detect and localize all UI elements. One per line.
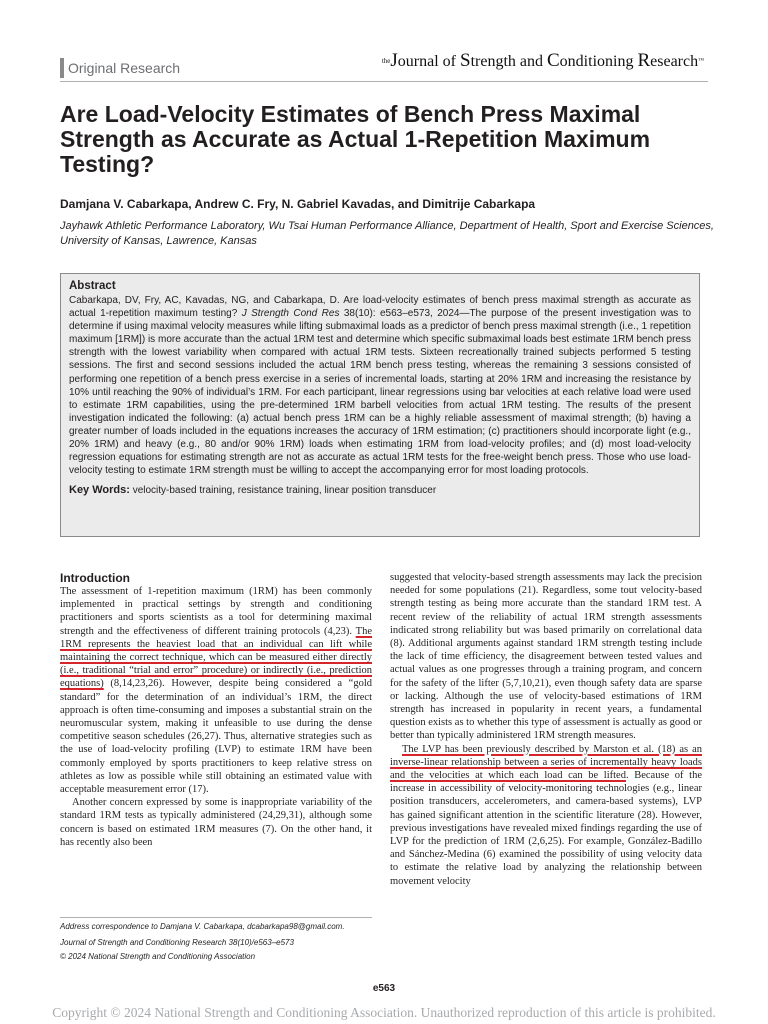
journal-logo-onditioning: onditioning xyxy=(559,53,638,70)
intro-p4-end: . Because of the increase in accessibility of velocity-monitoring technologies (e.g., linear position transducers, accelerometers, and camera-based systems), LVP has gained significant attention in the scientific literature (28). However, previous investigations have revealed mixed findings regarding the use of LVP for the prediction of 1RM (2,6,25). For example, González-Badillo and Sánchez-Medina (6) examined the possibility of using velocity data to estimate the relative load by analyzing the relationship between movement velocity xyxy=(390,770,702,887)
intro-p1-start: The assessment of 1-repetition maximum (1RM) has been commonly implemented in practical settings by strength and conditioning practitioners and sports scientists as a tool for determining maximal strength and the effectiveness of different training protocols (4,23). xyxy=(60,586,372,637)
journal-logo-s: S xyxy=(459,50,471,71)
journal-logo-tm: ™ xyxy=(698,58,704,64)
keywords-label: Key Words: xyxy=(69,484,130,497)
highlighted-sentence-1rm-definition: The 1RM represents the heaviest load that an individual can lift while maintaining the correct technique, which can be measured either directly (i.e., traditional “trial and error” procedure) or indirectly (i.e., prediction equations) xyxy=(60,625,372,690)
intro-paragraph-2: Another concern expressed by some is inappropriate variability of the standard 1RM tests as typically administered (24,29,31), although some concern is based on estimated 1RM measures (7). On the other hand, it has recently also been xyxy=(60,797,372,848)
page-number: e563 xyxy=(372,983,396,994)
intro-paragraph-1 xyxy=(60,585,372,796)
journal-logo-the: the xyxy=(381,57,391,65)
introduction-heading: Introduction xyxy=(60,571,130,585)
intro-paragraph-4 xyxy=(390,743,702,888)
journal-logo xyxy=(382,50,704,73)
journal-logo-trength: trength and xyxy=(470,53,547,70)
copyright-notice: Copyright © 2024 National Strength and Conditioning Association. Unauthorized reproduction of this article is prohibited. xyxy=(52,1005,716,1020)
abstract-citation-suffix: 38(10): e563–e573, 2024— xyxy=(339,308,470,320)
intro-p1-end: (8,14,23,26). However, despite being considered a “gold standard” for the determination of an individual’s 1RM, the direct approach is often time-consuming and imposes a substantial strain on the neuromuscular system, making it unfeasible to use during the dense competitive season schedules (26,27). Thus, alternative strategies such as the use of load-velocity profiling (LVP) to estimate 1RM have been commonly employed by sports practitioners to keep relative stress on athletes as low as possible while still obtaining an estimated value with acceptable measurement error (17). xyxy=(60,678,372,796)
journal-logo-j: J xyxy=(390,50,398,71)
association-copyright-footnote: © 2024 National Strength and Conditioning Association xyxy=(60,952,256,961)
journal-logo-c: C xyxy=(546,50,560,71)
journal-logo-ournal: ournal of xyxy=(397,53,460,70)
journal-reference-footnote: Journal of Strength and Conditioning Research 38(10)/e563–e573 xyxy=(60,938,294,947)
author-list: Damjana V. Cabarkapa, Andrew C. Fry, N. Gabriel Kavadas, and Dimitrije Cabarkapa xyxy=(60,197,536,211)
body-column-left xyxy=(60,585,372,849)
journal-logo-r: R xyxy=(637,50,651,71)
affiliation: Jayhawk Athletic Performance Laboratory, Wu Tsai Human Performance Alliance, Department of Health, Sport and Exercise Sciences, University of Kansas, Lawrence, Kansas xyxy=(60,220,714,247)
abstract-citation-journal: J Strength Cond Res xyxy=(241,308,340,320)
body-column-right xyxy=(390,571,702,888)
highlighted-sentence-lvp-definition: The LVP has been previously described by Marston et al. (18) as an inverse-linear relationship between a series of incrementally heavy loads and the velocities at which each load can be lifted xyxy=(390,743,702,782)
correspondence-footnote: Address correspondence to Damjana V. Cabarkapa, dcabarkapa98@gmail.com. xyxy=(60,922,345,931)
article-title: Are Load-Velocity Estimates of Bench Press Maximal Strength as Accurate as Actual 1-Repetition Maximum Testing? xyxy=(60,101,651,177)
abstract-heading: Abstract xyxy=(69,280,116,292)
section-label: Original Research xyxy=(60,58,180,78)
intro-paragraph-3: suggested that velocity-based strength assessments may lack the precision needed for some populations (21). Regardless, some tout velocity-based strength testing as being more accurate than the standard 1RM test. A recent review of the reliability of actual 1RM strength assessments indicated strong reliability but was based primarily on correlational data (8). Additional arguments against standard 1RM strength testing include the lack of time efficiency, the disagreement between tested values and actual values as one progresses through a training program, and concern for the safety of the lifter (5,7,10,21), even though safety data are sparse or lacking. Although the use of velocity-based estimations of 1RM strength has increased in popularity in recent years, a fundamental question exists as to whether this type of assessment is actually as good or better than typically administered 1RM strength measures. xyxy=(390,572,702,742)
abstract-citation-prefix: Cabarkapa, DV, Fry, AC, Kavadas, NG, and Cabarkapa, D. Are load-velocity estimates of bench press maximal strength as accurate as actual 1-repetition maximum testing? xyxy=(69,295,691,320)
keywords-list: velocity-based training, resistance training, linear position transducer xyxy=(129,485,437,497)
abstract-text xyxy=(69,294,691,477)
header-rule xyxy=(60,81,708,82)
abstract-body: The purpose of the present investigation was to determine if using maximal velocity measures while lifting submaximal loads as a predictor of bench press maximal strength (i.e., 1 repetition maximum [1RM]) is more accurate than the actual 1RM test and determine which specific submaximal loads best estimate 1RM bench press strength with the lowest variability when compared with actual 1RM tests. Sixteen recreationally trained subjects performed 5 testing sessions. The first and second sessions included the actual 1RM bench press testing, whereas the remaining 3 sessions consisted of performing one repetition of a bench press exercise in a series of incremental loads, starting at 20% 1RM and increasing the resistance by 10% until reaching the 90% of individual’s 1RM. For each participant, linear regressions using bar velocities at each relative load were used to estimate 1RM capabilities, using the pre-determined 1RM barbell velocities from actual 1RM testing. The results of the present investigation indicated the following: (a) actual bench press 1RM can be a highly reliable assessment of maximal strength; (b) having a greater number of loads included in the equations increases the accuracy of 1RM estimation; (c) practitioners should incorporate light (e.g., 20% 1RM) and heavy (e.g., 80 and/or 90% 1RM) loads when estimating 1RM from load-velocity profiles; and (d) most load-velocity regression equations for estimating strength are not as accurate as actual 1RM tests for the free-weight bench press. Those who use load-velocity testing to estimate 1RM strength must be willing to accept the accompanying error for most loading protocols. xyxy=(69,308,692,477)
footnote-rule xyxy=(60,917,372,918)
keywords xyxy=(69,484,691,497)
journal-logo-esearch: esearch xyxy=(650,53,699,70)
abstract-box xyxy=(60,273,700,537)
